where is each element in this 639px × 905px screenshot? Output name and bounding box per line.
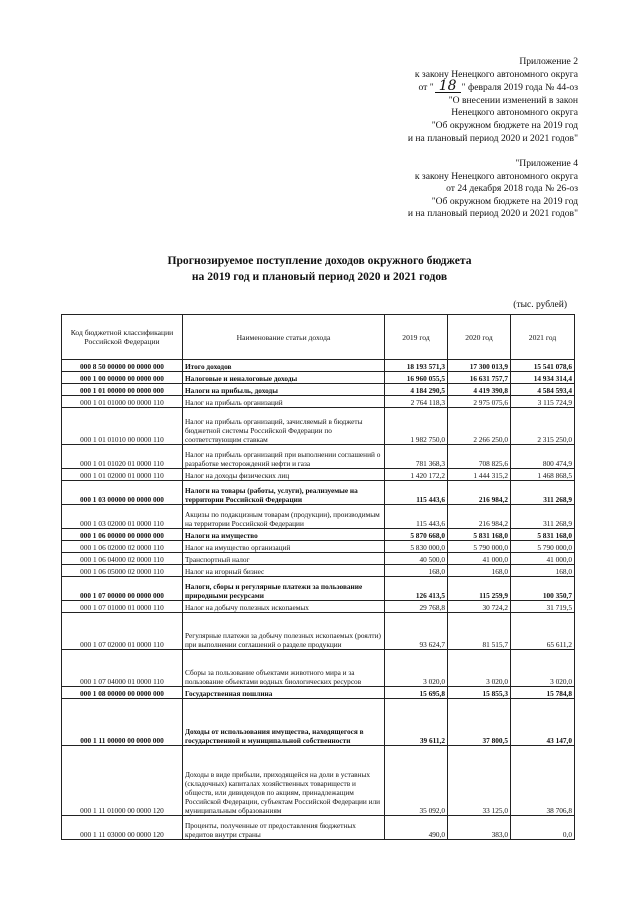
table-row bbox=[62, 746, 575, 816]
row-value-2021: 311 268,9 bbox=[511, 505, 575, 529]
row-value-2019: 4 184 290,5 bbox=[385, 384, 448, 396]
header-date-prefix: от " bbox=[418, 82, 434, 94]
table-row bbox=[62, 505, 575, 529]
table-row bbox=[62, 408, 575, 445]
row-code: 000 1 11 03000 00 0000 120 bbox=[62, 816, 183, 840]
row-name: Регулярные платежи за добычу полезных ископаемых (роялти) при выполнении соглашений о разделе продукции bbox=[183, 613, 385, 650]
row-value-2021: 31 719,5 bbox=[511, 601, 575, 613]
header-code: Код бюджетной классификации Российской Федерации bbox=[62, 315, 183, 360]
row-name: Налоги, сборы и регулярные платежи за пользование природными ресурсами bbox=[183, 577, 385, 601]
row-value-2021: 65 611,2 bbox=[511, 613, 575, 650]
row-name: Налог на добычу полезных ископаемых bbox=[183, 601, 385, 613]
row-value-2019: 5 870 668,0 bbox=[385, 529, 448, 541]
row-value-2021: 168,0 bbox=[511, 565, 575, 577]
row-value-2019: 16 960 055,5 bbox=[385, 372, 448, 384]
table-row bbox=[62, 360, 575, 372]
row-code: 000 8 50 00000 00 0000 000 bbox=[62, 360, 183, 372]
handwritten-day: 18 bbox=[435, 81, 461, 93]
header-2019: 2019 год bbox=[385, 315, 448, 360]
row-value-2020: 383,0 bbox=[448, 816, 511, 840]
row-code: 000 1 01 02000 01 0000 110 bbox=[62, 469, 183, 481]
header-line: к закону Ненецкого автономного округа bbox=[414, 170, 578, 182]
row-code: 000 1 06 00000 00 0000 000 bbox=[62, 529, 183, 541]
row-value-2020: 41 000,0 bbox=[448, 553, 511, 565]
table-row bbox=[62, 469, 575, 481]
row-value-2019: 115 443,6 bbox=[385, 505, 448, 529]
row-code: 000 1 07 01000 01 0000 110 bbox=[62, 601, 183, 613]
row-value-2020: 2 975 075,6 bbox=[448, 396, 511, 408]
row-value-2021: 15 541 078,6 bbox=[511, 360, 575, 372]
row-code: 000 1 01 01020 01 0000 110 bbox=[62, 445, 183, 469]
row-value-2021: 100 350,7 bbox=[511, 577, 575, 601]
row-name: Налог на имущество организаций bbox=[183, 541, 385, 553]
row-value-2019: 18 193 571,3 bbox=[385, 360, 448, 372]
row-value-2020: 81 515,7 bbox=[448, 613, 511, 650]
row-value-2020: 4 419 390,8 bbox=[448, 384, 511, 396]
header-line: "Об окружном бюджете на 2019 год bbox=[431, 119, 578, 131]
table-row bbox=[62, 699, 575, 746]
row-value-2020: 5 790 000,0 bbox=[448, 541, 511, 553]
header-line: Приложение 2 bbox=[519, 56, 578, 67]
row-value-2021: 41 000,0 bbox=[511, 553, 575, 565]
row-value-2020: 708 825,6 bbox=[448, 445, 511, 469]
header-line: и на плановый период 2020 и 2021 годов" bbox=[407, 208, 578, 220]
header-line: "Приложение 4 bbox=[515, 158, 578, 169]
row-value-2020: 1 444 315,2 bbox=[448, 469, 511, 481]
row-value-2020: 37 800,5 bbox=[448, 699, 511, 746]
row-value-2019: 29 768,8 bbox=[385, 601, 448, 613]
row-code: 000 1 03 00000 00 0000 000 bbox=[62, 481, 183, 505]
header-line: "Об окружном бюджете на 2019 год bbox=[431, 195, 578, 207]
row-value-2020: 3 020,0 bbox=[448, 650, 511, 687]
header-block-amendment bbox=[408, 56, 578, 145]
row-value-2019: 39 611,2 bbox=[385, 699, 448, 746]
row-code: 000 1 01 01010 00 0000 110 bbox=[62, 408, 183, 445]
row-code: 000 1 03 02000 01 0000 110 bbox=[62, 505, 183, 529]
row-value-2020: 30 724,2 bbox=[448, 601, 511, 613]
row-code: 000 1 06 04000 02 0000 110 bbox=[62, 553, 183, 565]
row-value-2019: 126 413,5 bbox=[385, 577, 448, 601]
row-value-2020: 115 259,9 bbox=[448, 577, 511, 601]
row-value-2020: 15 855,3 bbox=[448, 687, 511, 699]
row-value-2020: 17 300 013,9 bbox=[448, 360, 511, 372]
table-header-row bbox=[62, 315, 575, 360]
row-value-2021: 3 020,0 bbox=[511, 650, 575, 687]
row-code: 000 1 11 01000 00 0000 120 bbox=[62, 746, 183, 816]
row-name: Акцизы по подакцизным товарам (продукции), производимым на территории Российской Федерации bbox=[183, 505, 385, 529]
header-line: от 24 декабря 2018 года № 26-оз bbox=[446, 183, 578, 195]
title-line-2: на 2019 год и плановый период 2020 и 2021 годов bbox=[191, 270, 448, 283]
table-row bbox=[62, 529, 575, 541]
row-name: Налог на прибыль организаций bbox=[183, 396, 385, 408]
row-value-2020: 5 831 168,0 bbox=[448, 529, 511, 541]
row-code: 000 1 06 02000 02 0000 110 bbox=[62, 541, 183, 553]
row-name: Налог на игорный бизнес bbox=[183, 565, 385, 577]
header-line-date bbox=[408, 78, 578, 95]
header-line: к закону Ненецкого автономного округа bbox=[414, 68, 578, 80]
header-line: Ненецкого автономного округа bbox=[451, 107, 578, 119]
row-name: Налог на прибыль организаций при выполнении соглашений о разработке месторождений нефти и газа bbox=[183, 445, 385, 469]
table-row bbox=[62, 396, 575, 408]
row-value-2019: 35 092,0 bbox=[385, 746, 448, 816]
row-code: 000 1 07 04000 01 0000 110 bbox=[62, 650, 183, 687]
header-2020: 2020 год bbox=[448, 315, 511, 360]
table-row bbox=[62, 445, 575, 469]
row-value-2019: 2 764 118,3 bbox=[385, 396, 448, 408]
table-row bbox=[62, 577, 575, 601]
row-name: Доходы от использования имущества, находящегося в государственной и муниципальной собственности bbox=[183, 699, 385, 746]
row-value-2021: 4 584 593,4 bbox=[511, 384, 575, 396]
header-line: "О внесении изменений в закон bbox=[448, 94, 578, 106]
table-row bbox=[62, 816, 575, 840]
row-value-2021: 1 468 868,5 bbox=[511, 469, 575, 481]
header-date-suffix: " февраля 2019 года № 44-оз bbox=[461, 82, 578, 94]
table-row bbox=[62, 372, 575, 384]
row-code: 000 1 01 01000 00 0000 110 bbox=[62, 396, 183, 408]
row-value-2019: 781 368,3 bbox=[385, 445, 448, 469]
row-code: 000 1 11 00000 00 0000 000 bbox=[62, 699, 183, 746]
row-value-2019: 1 420 172,2 bbox=[385, 469, 448, 481]
row-value-2021: 14 934 314,4 bbox=[511, 372, 575, 384]
row-value-2019: 3 020,0 bbox=[385, 650, 448, 687]
row-value-2021: 0,0 bbox=[511, 816, 575, 840]
title-line-1: Прогнозируемое поступление доходов окружного бюджета bbox=[167, 254, 472, 267]
table-row bbox=[62, 613, 575, 650]
row-value-2019: 15 695,8 bbox=[385, 687, 448, 699]
table-row bbox=[62, 384, 575, 396]
header-2021: 2021 год bbox=[511, 315, 575, 360]
row-value-2021: 311 268,9 bbox=[511, 481, 575, 505]
row-value-2021: 43 147,0 bbox=[511, 699, 575, 746]
table-row bbox=[62, 687, 575, 699]
table-row bbox=[62, 650, 575, 687]
table-row bbox=[62, 541, 575, 553]
row-code: 000 1 08 00000 00 0000 000 bbox=[62, 687, 183, 699]
row-name: Налог на прибыль организаций, зачисляемый в бюджеты бюджетной системы Российской Федерации по соответствующим ставкам bbox=[183, 408, 385, 445]
row-name: Налоги на прибыль, доходы bbox=[183, 384, 385, 396]
row-value-2021: 5 790 000,0 bbox=[511, 541, 575, 553]
header-block-original-law bbox=[408, 158, 578, 221]
header-line: и на плановый период 2020 и 2021 годов" bbox=[407, 132, 578, 144]
table-row bbox=[62, 565, 575, 577]
row-name: Государственная пошлина bbox=[183, 687, 385, 699]
row-name: Транспортный налог bbox=[183, 553, 385, 565]
row-name: Налоги на товары (работы, услуги), реализуемые на территории Российской Федерации bbox=[183, 481, 385, 505]
row-code: 000 1 06 05000 02 0000 110 bbox=[62, 565, 183, 577]
row-code: 000 1 07 02000 01 0000 110 bbox=[62, 613, 183, 650]
document-title bbox=[0, 253, 639, 285]
row-value-2021: 2 315 250,0 bbox=[511, 408, 575, 445]
row-value-2021: 800 474,9 bbox=[511, 445, 575, 469]
row-value-2020: 168,0 bbox=[448, 565, 511, 577]
row-value-2020: 33 125,0 bbox=[448, 746, 511, 816]
row-value-2020: 2 266 250,0 bbox=[448, 408, 511, 445]
row-code: 000 1 07 00000 00 0000 000 bbox=[62, 577, 183, 601]
row-value-2020: 216 984,2 bbox=[448, 505, 511, 529]
row-value-2019: 5 830 000,0 bbox=[385, 541, 448, 553]
row-name: Налоговые и неналоговые доходы bbox=[183, 372, 385, 384]
row-value-2021: 5 831 168,0 bbox=[511, 529, 575, 541]
row-name: Налог на доходы физических лиц bbox=[183, 469, 385, 481]
row-value-2019: 115 443,6 bbox=[385, 481, 448, 505]
row-value-2021: 3 115 724,9 bbox=[511, 396, 575, 408]
row-code: 000 1 00 00000 00 0000 000 bbox=[62, 372, 183, 384]
row-value-2019: 490,0 bbox=[385, 816, 448, 840]
row-value-2021: 15 784,8 bbox=[511, 687, 575, 699]
row-value-2019: 1 982 750,0 bbox=[385, 408, 448, 445]
row-name: Проценты, полученные от предоставления бюджетных кредитов внутри страны bbox=[183, 816, 385, 840]
row-value-2019: 93 624,7 bbox=[385, 613, 448, 650]
row-name: Итого доходов bbox=[183, 360, 385, 372]
row-value-2019: 40 500,0 bbox=[385, 553, 448, 565]
row-name: Доходы в виде прибыли, приходящейся на доли в уставных (складочных) капиталах хозяйственных товариществ и обществ, или дивидендов по акциям, принадлежащим Российской Федерации, субъектам Российской Федерации или муниципальным образованиям bbox=[183, 746, 385, 816]
row-name: Сборы за пользование объектами животного мира и за пользование объектами водных биологических ресурсов bbox=[183, 650, 385, 687]
units-label: (тыс. рублей) bbox=[513, 300, 567, 310]
table-row bbox=[62, 481, 575, 505]
row-code: 000 1 01 00000 00 0000 000 bbox=[62, 384, 183, 396]
row-value-2021: 38 706,8 bbox=[511, 746, 575, 816]
table-row bbox=[62, 601, 575, 613]
row-value-2020: 16 631 757,7 bbox=[448, 372, 511, 384]
row-value-2020: 216 984,2 bbox=[448, 481, 511, 505]
header-name: Наименование статьи дохода bbox=[183, 315, 385, 360]
row-value-2019: 168,0 bbox=[385, 565, 448, 577]
row-name: Налоги на имущество bbox=[183, 529, 385, 541]
table-row bbox=[62, 553, 575, 565]
revenue-table bbox=[61, 314, 575, 840]
